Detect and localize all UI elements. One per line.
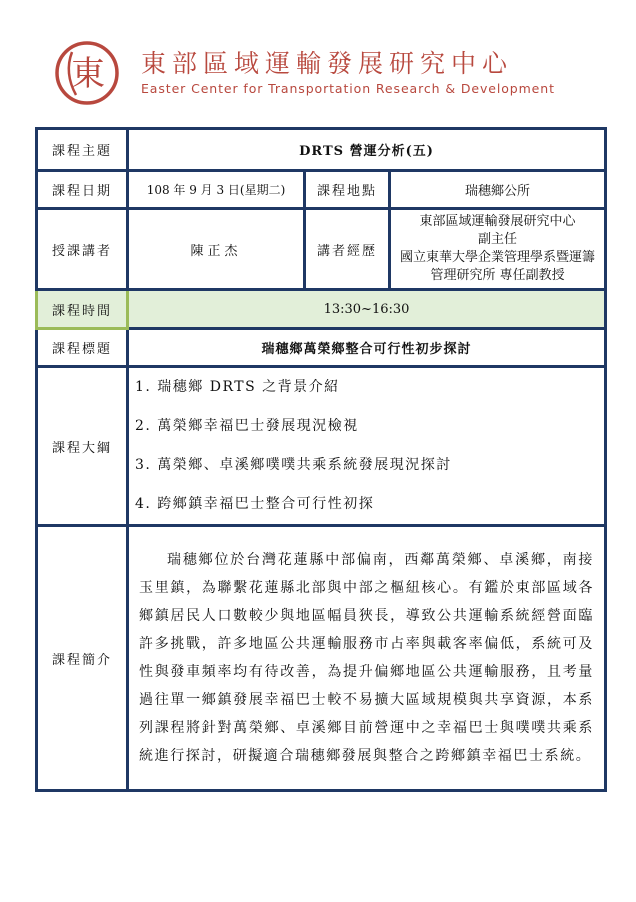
subject-label: 課程標題 — [37, 329, 128, 367]
outline-item: 4. 跨鄉鎮幸福巴士整合可行性初探 — [135, 496, 375, 512]
experience-line: 管理研究所 專任副教授 — [430, 268, 565, 283]
outline-item: 2. 萬榮鄉幸福巴士發展現況檢視 — [135, 418, 359, 434]
intro-label: 課程簡介 — [37, 526, 128, 791]
date-label: 課程日期 — [37, 171, 128, 209]
topic-row — [37, 129, 606, 171]
subject-row — [37, 329, 606, 367]
location-value: 瑞穗鄉公所 — [390, 171, 606, 209]
location-label: 課程地點 — [305, 171, 390, 209]
page-header — [0, 0, 636, 122]
intro-cell — [128, 526, 606, 791]
org-name-en: Easter Center for Transportation Research & Development — [141, 81, 555, 96]
experience-line: 國立東華大學企業管理學系暨運籌 — [400, 250, 596, 265]
date-value: 108 年 9 月 3 日(星期二) — [128, 171, 305, 209]
experience-line: 東部區域運輸發展研究中心 — [419, 214, 576, 229]
time-label: 課程時間 — [37, 290, 128, 329]
time-row — [37, 290, 606, 329]
lecturer-row — [37, 209, 606, 290]
lecturer-name: 陳正杰 — [128, 209, 305, 290]
experience-line: 副主任 — [478, 232, 518, 247]
intro-text: 瑞穗鄉位於台灣花蓮縣中部偏南，西鄰萬榮鄉、卓溪鄉，南接玉里鎮，為聯繫花蓮縣北部與中部之樞紐核心。有鑑於東部區域各鄉鎮居民人口數較少與地區幅員狹長，導致公共運輸系統經營面臨許多挑戰，許多地區公共運輸服務市占率與載客率偏低，系統可及性與發車頻率均有待改善，為提升偏鄉地區公共運輸服務，且考量過往單一鄉鎮發展幸福巴士較不易擴大區域規模與共享資源，本系列課程將針對萬榮鄉、卓溪鄉目前營運中之幸福巴士與噗噗共乘系統進行探討，研擬適合瑞穗鄉發展與整合之跨鄉鎮幸福巴士系統。 — [139, 552, 595, 764]
experience-label: 講者經歷 — [305, 209, 390, 290]
logo-char: 東 — [71, 54, 105, 94]
topic-value: DRTS 營運分析(五) — [128, 129, 606, 171]
org-name-zh: 東部區域運輸發展研究中心 — [141, 49, 514, 78]
intro-row — [37, 526, 606, 791]
course-info-table — [35, 127, 607, 792]
topic-label: 課程主題 — [37, 129, 128, 171]
lecturer-label: 授課講者 — [37, 209, 128, 290]
experience-value — [390, 209, 606, 290]
subject-value: 瑞穗鄉萬榮鄉整合可行性初步探討 — [128, 329, 606, 367]
outline-list — [128, 367, 606, 526]
date-location-row — [37, 171, 606, 209]
outline-row — [37, 367, 606, 526]
outline-item: 3. 萬榮鄉、卓溪鄉噗噗共乘系統發展現況探討 — [135, 457, 452, 473]
outline-item: 1. 瑞穗鄉 DRTS 之背景介紹 — [135, 379, 340, 395]
outline-label: 課程大綱 — [37, 367, 128, 526]
time-value: 13:30~16:30 — [128, 290, 606, 329]
center-logo — [54, 40, 120, 106]
